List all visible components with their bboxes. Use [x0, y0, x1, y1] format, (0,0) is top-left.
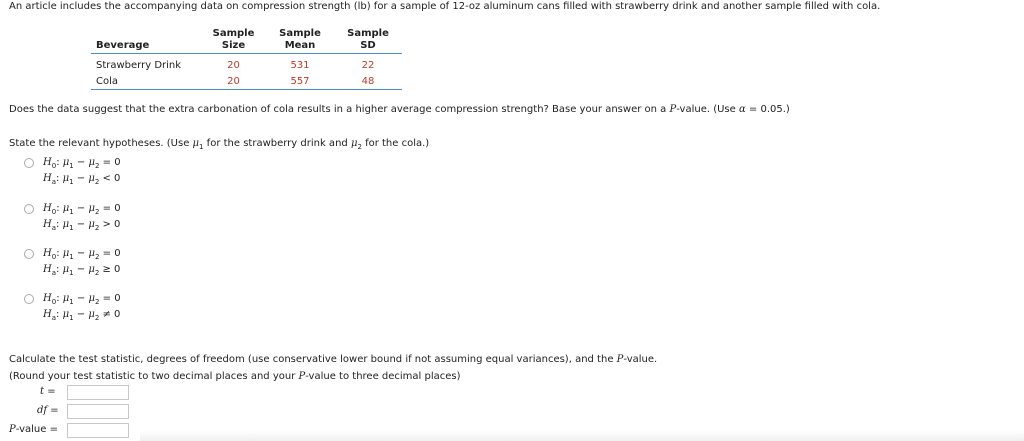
alternative-hypothesis: $H_a$: $\mu_1 - \mu_2 < 0$	[43, 173, 121, 186]
df-field-row	[0, 405, 140, 421]
question-text: Does the data suggest that the extra carbonation of cola results in a higher average compression strength? Base your answer on a P-value. (Use α = 0.05.)	[9, 104, 790, 115]
calc-instructions: Calculate the test statistic, degrees of freedom (use conservative lower bound if not assuming equal variances), and the P-value.	[9, 354, 658, 365]
cell-sd: 48	[334, 73, 402, 90]
data-table	[91, 26, 402, 90]
cell-beverage: Strawberry Drink	[96, 59, 182, 71]
cell-beverage: Cola	[91, 73, 201, 90]
table-row	[91, 54, 402, 74]
df-label: df =	[37, 405, 59, 416]
t-field-row	[0, 386, 140, 402]
header-sample-sd: Sample SD	[334, 26, 402, 54]
hypotheses-prompt: State the relevant hypotheses. (Use $\mu_1$ for the strawberry drink and $\mu_2$ for the cola.)	[9, 138, 430, 151]
header-beverage: Beverage	[91, 26, 201, 54]
null-hypothesis: $H_0$: $\mu_1 - \mu_2 = 0$	[43, 293, 121, 306]
radio-button[interactable]	[24, 249, 34, 259]
table-header-row	[91, 26, 402, 54]
cell-size: 20	[227, 59, 240, 71]
radio-button[interactable]	[24, 158, 34, 168]
df-input[interactable]	[67, 404, 129, 419]
bottom-shadow	[140, 430, 1024, 441]
alternative-hypothesis: $H_a$: $\mu_1 - \mu_2 \ne 0$	[43, 309, 121, 322]
pvalue-label: P-value =	[9, 424, 58, 435]
header-sample-mean: Sample Mean	[266, 26, 334, 54]
null-hypothesis: $H_0$: $\mu_1 - \mu_2 = 0$	[43, 203, 121, 216]
cell-mean: 531	[290, 59, 310, 71]
alternative-hypothesis: $H_a$: $\mu_1 - \mu_2 \ge 0$	[43, 264, 121, 277]
cell-size: 20	[201, 73, 266, 90]
pvalue-field-row	[0, 424, 140, 440]
problem-intro: An article includes the accompanying data on compression strength (lb) for a sample of 12-oz aluminum cans filled with strawberry drink and another sample filled with cola.	[9, 1, 881, 12]
null-hypothesis: $H_0$: $\mu_1 - \mu_2 = 0$	[43, 157, 121, 170]
cell-sd: 22	[361, 59, 375, 71]
null-hypothesis: $H_0$: $\mu_1 - \mu_2 = 0$	[43, 248, 121, 261]
alternative-hypothesis: $H_a$: $\mu_1 - \mu_2 > 0$	[43, 219, 121, 232]
radio-button[interactable]	[24, 204, 34, 214]
p-value-input[interactable]	[67, 423, 129, 438]
header-sample-size: Sample Size	[201, 26, 266, 54]
cell-mean: 557	[266, 73, 334, 90]
t-statistic-input[interactable]	[67, 385, 129, 400]
t-label: t =	[40, 386, 56, 397]
radio-button[interactable]	[24, 294, 34, 304]
rounding-instructions: (Round your test statistic to two decimal places and your P-value to three decimal places)	[9, 371, 461, 382]
table-row	[91, 73, 402, 90]
